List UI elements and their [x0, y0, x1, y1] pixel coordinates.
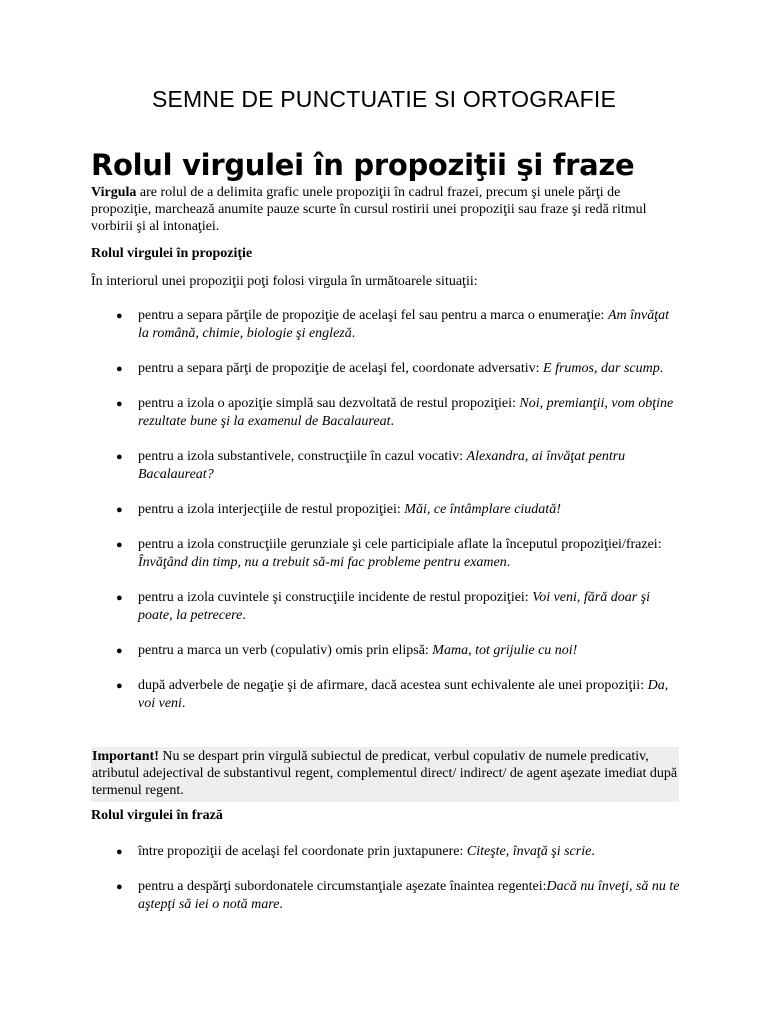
item-end: .: [506, 555, 511, 570]
item-example: Am învăţat la română, chimie, biologie şi engleză: [138, 308, 669, 341]
subheading-sentence-role: Rolul virgulei în propoziţie: [91, 246, 253, 261]
list-item: [91, 501, 681, 519]
bullet-icon: ●: [116, 846, 123, 858]
item-example: Mama, tot grijulie cu noi!: [432, 643, 578, 658]
item-example: Noi, premianţii, vom obţine rezultate bune şi la examenul de Bacalaureat: [138, 396, 674, 429]
item-text: pentru a despărţi subordonatele circumstanţiale aşezate înaintea regentei:: [138, 879, 547, 894]
sentence-rules-list: [91, 307, 681, 730]
bullet-icon: ●: [116, 363, 123, 375]
item-text: pentru a marca un verb (copulativ) omis prin elipsă:: [138, 643, 433, 658]
list-item: [91, 307, 681, 343]
list-item: [91, 878, 681, 914]
item-text: pentru a izola interjecţiile de restul propoziţiei:: [138, 502, 405, 517]
list-item: [91, 536, 681, 572]
intro-paragraph: [91, 184, 676, 235]
item-example: Învăţând din timp, nu a trebuit să-mi fac probleme pentru examen: [138, 555, 507, 570]
item-text: între propoziţii de acelaşi fel coordonate prin juxtapunere:: [138, 844, 467, 859]
bullet-icon: ●: [116, 398, 123, 410]
list-item: [91, 677, 681, 713]
bullet-icon: ●: [116, 451, 123, 463]
item-text: după adverbele de negaţie şi de afirmare, dacă acestea sunt echivalente ale unei propoziţii:: [138, 678, 648, 693]
item-text: pentru a izola substantivele, construcţiile în cazul vocativ:: [138, 449, 467, 464]
bullet-icon: ●: [116, 881, 123, 893]
item-example: Citeşte, învaţă şi scrie: [466, 844, 592, 859]
bullet-icon: ●: [116, 645, 123, 657]
phrase-rules-list: [91, 843, 681, 931]
item-example: Voi veni, fără doar şi poate, la petrecere: [138, 590, 651, 623]
item-end: .: [390, 414, 394, 429]
list-item: [91, 360, 681, 378]
item-text: pentru a separa părţi de propoziţie de acelaşi fel, coordonate adversativ:: [138, 361, 544, 376]
bullet-icon: ●: [116, 310, 123, 322]
item-text: pentru a izola construcţiile gerunziale şi cele participiale aflate la începutul propoziţiei/frazei:: [138, 537, 662, 552]
important-text: Nu se despart prin virgulă subiectul de predicat, verbul copulativ de numele predicativ, atributul adejectival de substantivul regent, complementul direct/ indirect/ de agent aşezate imediat după termenul regent.: [92, 749, 678, 798]
item-end: .: [181, 696, 186, 711]
item-end: .: [591, 844, 595, 859]
section-heading: Rolul virgulei în propoziţii şi fraze: [91, 148, 635, 182]
important-label: Important!: [92, 749, 159, 764]
item-end: .: [242, 608, 246, 623]
list-item: [91, 642, 681, 660]
list-item: [91, 395, 681, 431]
item-example: Măi, ce întâmplare ciudată!: [404, 502, 561, 517]
item-text: pentru a izola o apoziţie simplă sau dezvoltată de restul propoziţiei:: [138, 396, 520, 411]
intro-text: are rolul de a delimita grafic unele propoziţii în cadrul frazei, precum şi unele părţi de propoziţie, marchează anumite pauze scurte în cursul rostirii unei propoziţii sau fraze şi redă ritmul vorbirii şi al intonaţiei.: [91, 185, 647, 234]
item-text: pentru a separa părţile de propoziţie de acelaşi fel sau pentru a marca o enumeraţie:: [138, 308, 608, 323]
intro-bold-term: Virgula: [91, 185, 137, 200]
important-note: [91, 747, 679, 802]
item-end: .: [351, 326, 356, 341]
item-end: .: [659, 361, 664, 376]
bullet-icon: ●: [116, 680, 123, 692]
item-text: pentru a izola cuvintele şi construcţiile incidente de restul propoziţiei:: [138, 590, 533, 605]
item-example: Da, voi veni: [138, 678, 669, 711]
bullet-icon: ●: [116, 592, 123, 604]
bullet-icon: ●: [116, 504, 123, 516]
list-item: [91, 448, 681, 484]
item-end: .: [279, 897, 283, 912]
list-item: [91, 589, 681, 625]
lead-paragraph: În interiorul unei propoziţii poţi folosi virgula în următoarele situaţii:: [91, 274, 478, 289]
item-example: Dacă nu înveţi, să nu te aştepţi să iei o notă mare: [138, 879, 680, 912]
subheading-phrase-role: Rolul virgulei în frază: [91, 808, 223, 823]
document-title: SEMNE DE PUNCTUATIE SI ORTOGRAFIE: [151, 86, 617, 112]
bullet-icon: ●: [116, 539, 123, 551]
item-example: E frumos, dar scump: [543, 361, 660, 376]
list-item: [91, 843, 681, 861]
item-example: Alexandra, ai învăţat pentru Bacalaureat?: [138, 449, 626, 482]
